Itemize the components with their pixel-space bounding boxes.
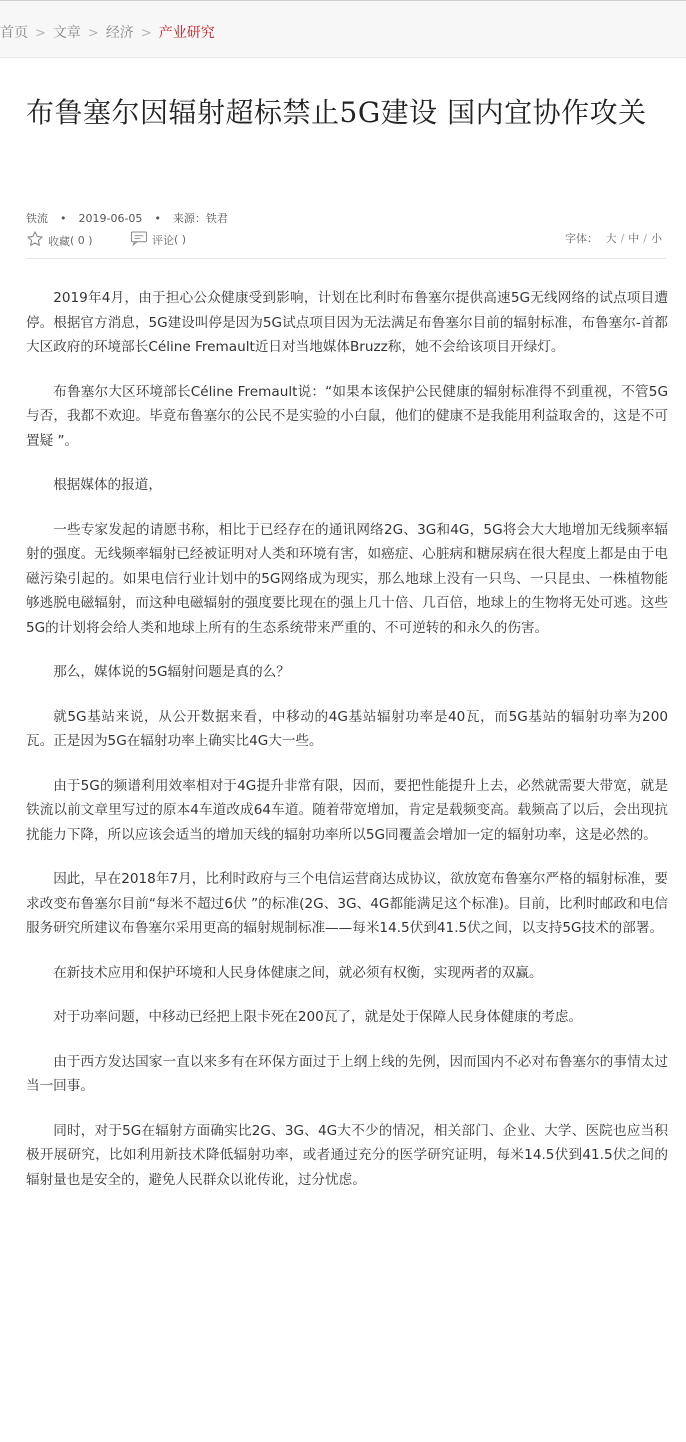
- article-paragraph: 因此，早在2018年7月，比利时政府与三个电信运营商达成协议，欲放宽布鲁塞尔严格的辐射标准，要求改变布鲁塞尔目前“每米不超过6伏 ”的标准(2G、3G、4G都能满足这个标准)。目前，比利时邮政和电信服务研究所建议布鲁塞尔采用更高的辐射规制标准——每米14.5伏到41.5伏之间，以支持5G技术的部署。: [26, 871, 668, 936]
- comment-label: 评论: [152, 233, 174, 247]
- article-paragraph: 对于功率问题，中移动已经把上限卡死在200瓦了，就是处于保障人民身体健康的考虑。: [53, 1009, 583, 1025]
- star-outline-icon: [26, 230, 48, 251]
- font-size-label: 字体：: [565, 232, 599, 245]
- collect-label: 收藏: [48, 234, 70, 248]
- header-divider: [26, 258, 666, 259]
- top-nav-bar: [0, 0, 686, 58]
- breadcrumb-industry-research[interactable]: 产业研究: [158, 25, 215, 41]
- article-paragraph: 由于西方发达国家一直以来多有在环保方面过于上纲上线的先例，因而国内不必对布鲁塞尔的事情太过当一回事。: [26, 1053, 668, 1094]
- breadcrumb-separator: >: [87, 26, 99, 41]
- collect-count: ( 0 ): [70, 234, 93, 247]
- breadcrumb-economy[interactable]: 经济: [105, 25, 134, 41]
- article-date: 2019-06-05: [78, 212, 143, 225]
- article-paragraph: 2019年4月，由于担心公众健康受到影响，计划在比利时布鲁塞尔提供高速5G无线网络的试点项目遭停。根据官方消息，5G建设叫停是因为5G试点项目因为无法满足布鲁塞尔目前的辐射标准，布鲁塞尔-首都大区政府的环境部长Céline Fremault近日对当地媒体Bruzz称，她不会给该项目开绿灯。: [26, 290, 668, 355]
- font-size-selector: [565, 230, 666, 246]
- breadcrumb-articles[interactable]: 文章: [52, 25, 81, 41]
- article-paragraph: 布鲁塞尔大区环境部长Céline Fremault说：“如果本该保护公民健康的辐射标准得不到重视，不管5G与否，我都不欢迎。毕竟布鲁塞尔的公民不是实验的小白鼠，他们的健康不是我能用利益取舍的，这是不可置疑 ”。: [26, 383, 668, 449]
- article-paragraph: 同时，对于5G在辐射方面确实比2G、3G、4G大不少的情况，相关部门、企业、大学、医院也应当积极开展研究，比如利用新技术降低辐射功率，或者通过充分的医学研究证明，每米14.5伏到41.5伏之间的辐射量也是安全的，避免人民群众以讹传讹，过分忧虑。: [26, 1122, 668, 1188]
- article-source: 来源：铁君: [172, 212, 228, 225]
- article-paragraph: 根据媒体的报道，: [53, 477, 162, 493]
- article-paragraph: 就5G基站来说，从公开数据来看，中移动的4G基站辐射功率是40瓦，而5G基站的辐射功率为200瓦。正是因为5G在辐射功率上确实比4G大一些。: [26, 708, 668, 749]
- font-size-medium[interactable]: 中: [628, 232, 640, 245]
- breadcrumb: [0, 22, 215, 42]
- collect-button[interactable]: [26, 230, 93, 251]
- article-paragraph: 一些专家发起的请愿书称，相比于已经存在的通讯网络2G、3G和4G，5G将会大大地增加无线频率辐射的强度。无线频率辐射已经被证明对人类和环境有害，如癌症、心脏病和糖尿病在很大程度上都是由于电磁污染引起的。如果电信行业计划中的5G网络成为现实，那么地球上没有一只鸟、一只昆虫、一株植物能够逃脱电磁辐射，而这种电磁辐射的强度要比现在的强上几十倍、几百倍，地球上的生物将无处可逃。这些5G的计划将会给人类和地球上所有的生态系统带来严重的、不可逆转的和永久的伤害。: [26, 521, 668, 636]
- article-paragraph: 在新技术应用和保护环境和人民身体健康之间，就必须有权衡，实现两者的双赢。: [53, 964, 543, 981]
- article-body: [26, 286, 668, 1212]
- meta-separator: •: [60, 212, 67, 225]
- breadcrumb-home[interactable]: 首页: [0, 25, 28, 41]
- font-size-divider: /: [643, 232, 647, 245]
- comment-icon: [130, 230, 152, 249]
- article-author[interactable]: 铁流: [26, 212, 48, 225]
- font-size-large[interactable]: 大: [605, 232, 617, 245]
- font-size-divider: /: [620, 232, 625, 245]
- article-paragraph: 由于5G的频谱利用效率相对于4G提升非常有限，因而，要把性能提升上去，必然就需要大带宽，就是铁流以前文章里写过的原本4车道改成64车道。随着带宽增加，肯定是载频变高。载频高了以后，会出现抗扰能力下降，所以应该会适当的增加天线的辐射功率所以5G同覆盖会增加一定的辐射功率，这是必然的。: [26, 777, 668, 843]
- breadcrumb-separator: >: [140, 26, 152, 41]
- comment-button[interactable]: [130, 230, 186, 249]
- meta-separator: •: [154, 212, 161, 225]
- article-toolbar: [26, 230, 666, 250]
- breadcrumb-separator: >: [35, 26, 46, 41]
- comment-count: ( ): [174, 233, 187, 246]
- article-paragraph: 那么，媒体说的5G辐射问题是真的么？: [53, 664, 290, 680]
- font-size-small[interactable]: 小: [651, 232, 662, 245]
- article-title: 布鲁塞尔因辐射超标禁止5G建设 国内宜协作攻关: [26, 96, 647, 129]
- article-meta: [26, 210, 228, 226]
